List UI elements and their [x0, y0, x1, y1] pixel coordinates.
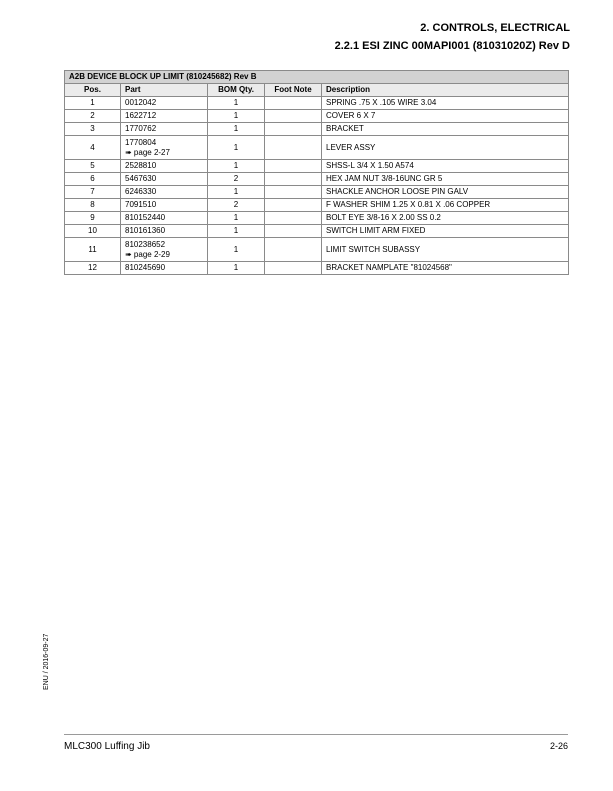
- footer-divider: [64, 734, 568, 735]
- part-number: 0012042: [125, 98, 157, 107]
- cell-bom-qty: 1: [208, 160, 265, 173]
- page-number: 2-26: [549, 741, 568, 751]
- cell-description: HEX JAM NUT 3/8-16UNC GR 5: [322, 173, 569, 186]
- part-number: 1770804: [125, 137, 157, 147]
- cell-part: [121, 186, 208, 199]
- column-header-foot-note: Foot Note: [265, 84, 322, 97]
- part-number: 1622712: [125, 111, 157, 120]
- cell-bom-qty: 2: [208, 173, 265, 186]
- cell-foot-note: [265, 262, 322, 275]
- column-header-part: Part: [121, 84, 208, 97]
- cell-pos: 2: [65, 110, 121, 123]
- cell-pos: 4: [65, 136, 121, 160]
- subsection-heading: 2.2.1 ESI ZINC 00MAPI001 (81031020Z) Rev D: [334, 40, 570, 52]
- cell-pos: 11: [65, 238, 121, 262]
- cell-part: [121, 123, 208, 136]
- cell-foot-note: [265, 186, 322, 199]
- cell-bom-qty: 1: [208, 238, 265, 262]
- cell-part: [121, 173, 208, 186]
- table-row: [65, 212, 569, 225]
- table-row: [65, 238, 569, 262]
- cell-part: [121, 262, 208, 275]
- cell-pos: 7: [65, 186, 121, 199]
- cell-description: SWITCH LIMIT ARM FIXED: [322, 225, 569, 238]
- section-heading: 2. CONTROLS, ELECTRICAL: [420, 22, 570, 34]
- cell-part: [121, 212, 208, 225]
- cell-part: [121, 225, 208, 238]
- column-header-description: Description: [322, 84, 569, 97]
- column-header-pos: Pos.: [65, 84, 121, 97]
- cell-bom-qty: 1: [208, 136, 265, 160]
- cell-bom-qty: 1: [208, 212, 265, 225]
- cell-foot-note: [265, 225, 322, 238]
- part-number: 810238652: [125, 239, 166, 249]
- cell-part: [121, 110, 208, 123]
- cell-bom-qty: 1: [208, 97, 265, 110]
- cell-pos: 12: [65, 262, 121, 275]
- part-number: 1770762: [125, 124, 157, 133]
- footer-title: MLC300 Luffing Jib: [64, 741, 150, 752]
- cell-pos: 10: [65, 225, 121, 238]
- cell-description: SHSS-L 3/4 X 1.50 A574: [322, 160, 569, 173]
- table-row: [65, 160, 569, 173]
- cell-bom-qty: 1: [208, 262, 265, 275]
- cell-part: [121, 199, 208, 212]
- cell-pos: 8: [65, 199, 121, 212]
- cell-bom-qty: 1: [208, 186, 265, 199]
- cell-pos: 6: [65, 173, 121, 186]
- table-row: [65, 136, 569, 160]
- cell-foot-note: [265, 173, 322, 186]
- part-number: 810152440: [125, 213, 166, 222]
- cell-foot-note: [265, 212, 322, 225]
- cell-pos: 1: [65, 97, 121, 110]
- cell-description: BRACKET: [322, 123, 569, 136]
- cell-pos: 3: [65, 123, 121, 136]
- cell-description: BRACKET NAMPLATE "81024568": [322, 262, 569, 275]
- cell-description: COVER 6 X 7: [322, 110, 569, 123]
- cell-foot-note: [265, 199, 322, 212]
- table-row: [65, 186, 569, 199]
- cell-pos: 5: [65, 160, 121, 173]
- table-title: A2B DEVICE BLOCK UP LIMIT (810245682) Rev B: [65, 71, 569, 84]
- part-number: 810245690: [125, 263, 166, 272]
- part-number: 2528810: [125, 161, 157, 170]
- table-row: [65, 97, 569, 110]
- column-header-bom-qty: BOM Qty.: [208, 84, 265, 97]
- part-number: 5467630: [125, 174, 157, 183]
- table-header-row: [65, 84, 569, 97]
- cell-part: [121, 160, 208, 173]
- parts-table: [64, 70, 569, 275]
- table-row: [65, 173, 569, 186]
- table-row: [65, 123, 569, 136]
- table-row: [65, 262, 569, 275]
- cell-description: F WASHER SHIM 1.25 X 0.81 X .06 COPPER: [322, 199, 569, 212]
- side-date-stamp: ENU / 2016-09-27: [43, 633, 50, 690]
- cell-pos: 9: [65, 212, 121, 225]
- cell-foot-note: [265, 110, 322, 123]
- cell-foot-note: [265, 136, 322, 160]
- cell-part: [121, 97, 208, 110]
- cell-foot-note: [265, 123, 322, 136]
- page-reference-link[interactable]: ➠ page 2-27: [125, 147, 170, 157]
- cell-description: SHACKLE ANCHOR LOOSE PIN GALV: [322, 186, 569, 199]
- part-number: 810161360: [125, 226, 166, 235]
- cell-description: BOLT EYE 3/8-16 X 2.00 SS 0.2: [322, 212, 569, 225]
- cell-description: SPRING .75 X .105 WIRE 3.04: [322, 97, 569, 110]
- cell-description: LIMIT SWITCH SUBASSY: [322, 238, 569, 262]
- table-row: [65, 199, 569, 212]
- cell-bom-qty: 1: [208, 225, 265, 238]
- cell-bom-qty: 1: [208, 123, 265, 136]
- cell-part: [121, 136, 208, 160]
- page-reference-link[interactable]: ➠ page 2-29: [125, 249, 170, 259]
- cell-foot-note: [265, 238, 322, 262]
- cell-part: [121, 238, 208, 262]
- cell-foot-note: [265, 160, 322, 173]
- table-row: [65, 110, 569, 123]
- table-row: [65, 225, 569, 238]
- cell-description: LEVER ASSY: [322, 136, 569, 160]
- part-number: 6246330: [125, 187, 157, 196]
- part-number: 7091510: [125, 200, 157, 209]
- cell-bom-qty: 1: [208, 110, 265, 123]
- cell-foot-note: [265, 97, 322, 110]
- cell-bom-qty: 2: [208, 199, 265, 212]
